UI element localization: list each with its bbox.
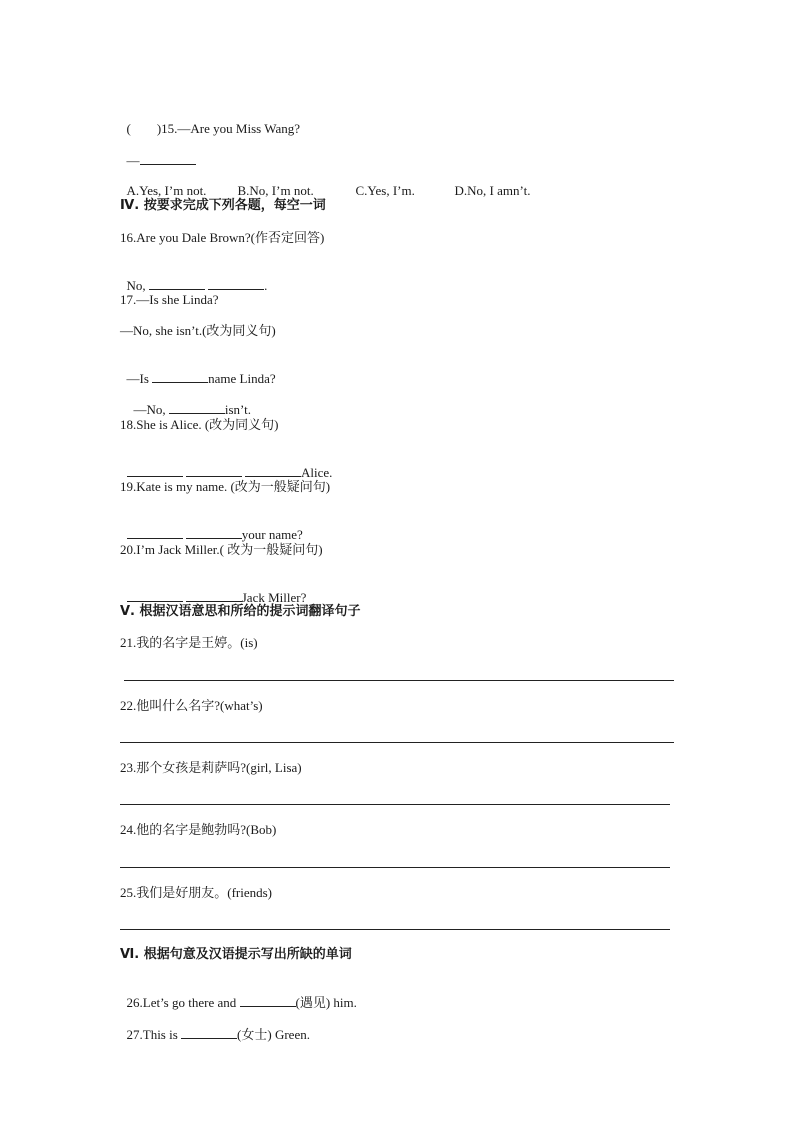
- answer-line[interactable]: [124, 680, 674, 681]
- answer-line[interactable]: [120, 804, 670, 805]
- answer-blank[interactable]: [245, 464, 301, 477]
- q20-answer-end: Jack Miller?: [241, 590, 307, 605]
- q15-options: [120, 167, 530, 199]
- q17-line3-start: —Is: [126, 371, 153, 386]
- q24-prompt: 24.他的名字是鲍勃吗?(Bob): [120, 822, 277, 837]
- option-a[interactable]: A.Yes, I’m not.: [126, 183, 207, 198]
- q23-prompt: 23.那个女孩是莉萨吗?(girl, Lisa): [120, 760, 302, 775]
- q18-prompt: 18.She is Alice. (改为同义句): [120, 417, 279, 432]
- q17-line4: [127, 385, 251, 418]
- answer-paren[interactable]: ( ): [126, 121, 162, 136]
- q26-end: (遇见) him.: [295, 995, 357, 1010]
- q15-line: [120, 105, 300, 137]
- q25-prompt: 25.我们是好朋友。(friends): [120, 885, 273, 900]
- q26-start: 26.Let’s go there and: [126, 995, 240, 1010]
- q17-line4-start: —No,: [133, 402, 169, 417]
- dash: —: [126, 153, 140, 168]
- answer-blank[interactable]: [240, 994, 296, 1007]
- q27-end: (女士) Green.: [237, 1027, 310, 1042]
- section-6-title: Ⅵ. 根据句意及汉语提示写出所缺的单词: [120, 947, 352, 962]
- answer-blank[interactable]: [149, 277, 205, 290]
- q16-answer-line: [120, 261, 267, 294]
- q21-prompt: 21.我的名字是王婷。(is): [120, 635, 258, 650]
- q20-answer-line: [120, 573, 306, 606]
- q19-answer-line: [120, 510, 303, 543]
- q16-answer-end: .: [264, 278, 268, 293]
- q18-answer-end: Alice.: [301, 465, 333, 480]
- section-4-title: Ⅳ. 按要求完成下列各题，每空一词: [120, 198, 326, 213]
- answer-blank[interactable]: [186, 589, 242, 602]
- option-b[interactable]: B.No, I’m not.: [237, 183, 314, 198]
- answer-blank[interactable]: [181, 1026, 237, 1039]
- q22-prompt: 22.他叫什么名字?(what’s): [120, 698, 263, 713]
- answer-blank[interactable]: [140, 152, 196, 165]
- q17-line3: [120, 354, 276, 387]
- answer-line[interactable]: [120, 929, 670, 930]
- answer-line[interactable]: [120, 742, 674, 743]
- q17-line3-end: name Linda?: [208, 371, 276, 386]
- q16-prompt: 16.Are you Dale Brown?(作否定回答): [120, 230, 325, 245]
- q17-prompt: 17.—Is she Linda?: [120, 292, 219, 307]
- answer-blank[interactable]: [127, 464, 183, 477]
- q15-response-line: [120, 136, 196, 169]
- answer-blank[interactable]: [152, 370, 208, 383]
- answer-blank[interactable]: [169, 401, 225, 414]
- answer-blank[interactable]: [208, 277, 264, 290]
- answer-blank[interactable]: [186, 526, 242, 539]
- q16-answer-start: No,: [126, 278, 149, 293]
- q27-line: [120, 1010, 310, 1043]
- q15-text: 15.—Are you Miss Wang?: [161, 121, 300, 136]
- q26-line: [120, 978, 357, 1011]
- q17-line2: —No, she isn’t.(改为同义句): [120, 323, 276, 338]
- answer-line[interactable]: [120, 867, 670, 868]
- option-d[interactable]: D.No, I amn’t.: [454, 183, 531, 198]
- answer-blank[interactable]: [186, 464, 242, 477]
- section-5-title: Ⅴ. 根据汉语意思和所给的提示词翻译句子: [120, 604, 361, 619]
- q17-line4-end: isn’t.: [224, 402, 252, 417]
- answer-blank[interactable]: [127, 589, 183, 602]
- q27-start: 27.This is: [126, 1027, 182, 1042]
- option-c[interactable]: C.Yes, I’m.: [355, 183, 415, 198]
- q18-answer-line: [120, 448, 332, 481]
- q19-prompt: 19.Kate is my name. (改为一般疑问句): [120, 479, 331, 494]
- q19-answer-end: your name?: [241, 527, 303, 542]
- answer-blank[interactable]: [127, 526, 183, 539]
- q20-prompt: 20.I’m Jack Miller.( 改为一般疑问句): [120, 542, 323, 557]
